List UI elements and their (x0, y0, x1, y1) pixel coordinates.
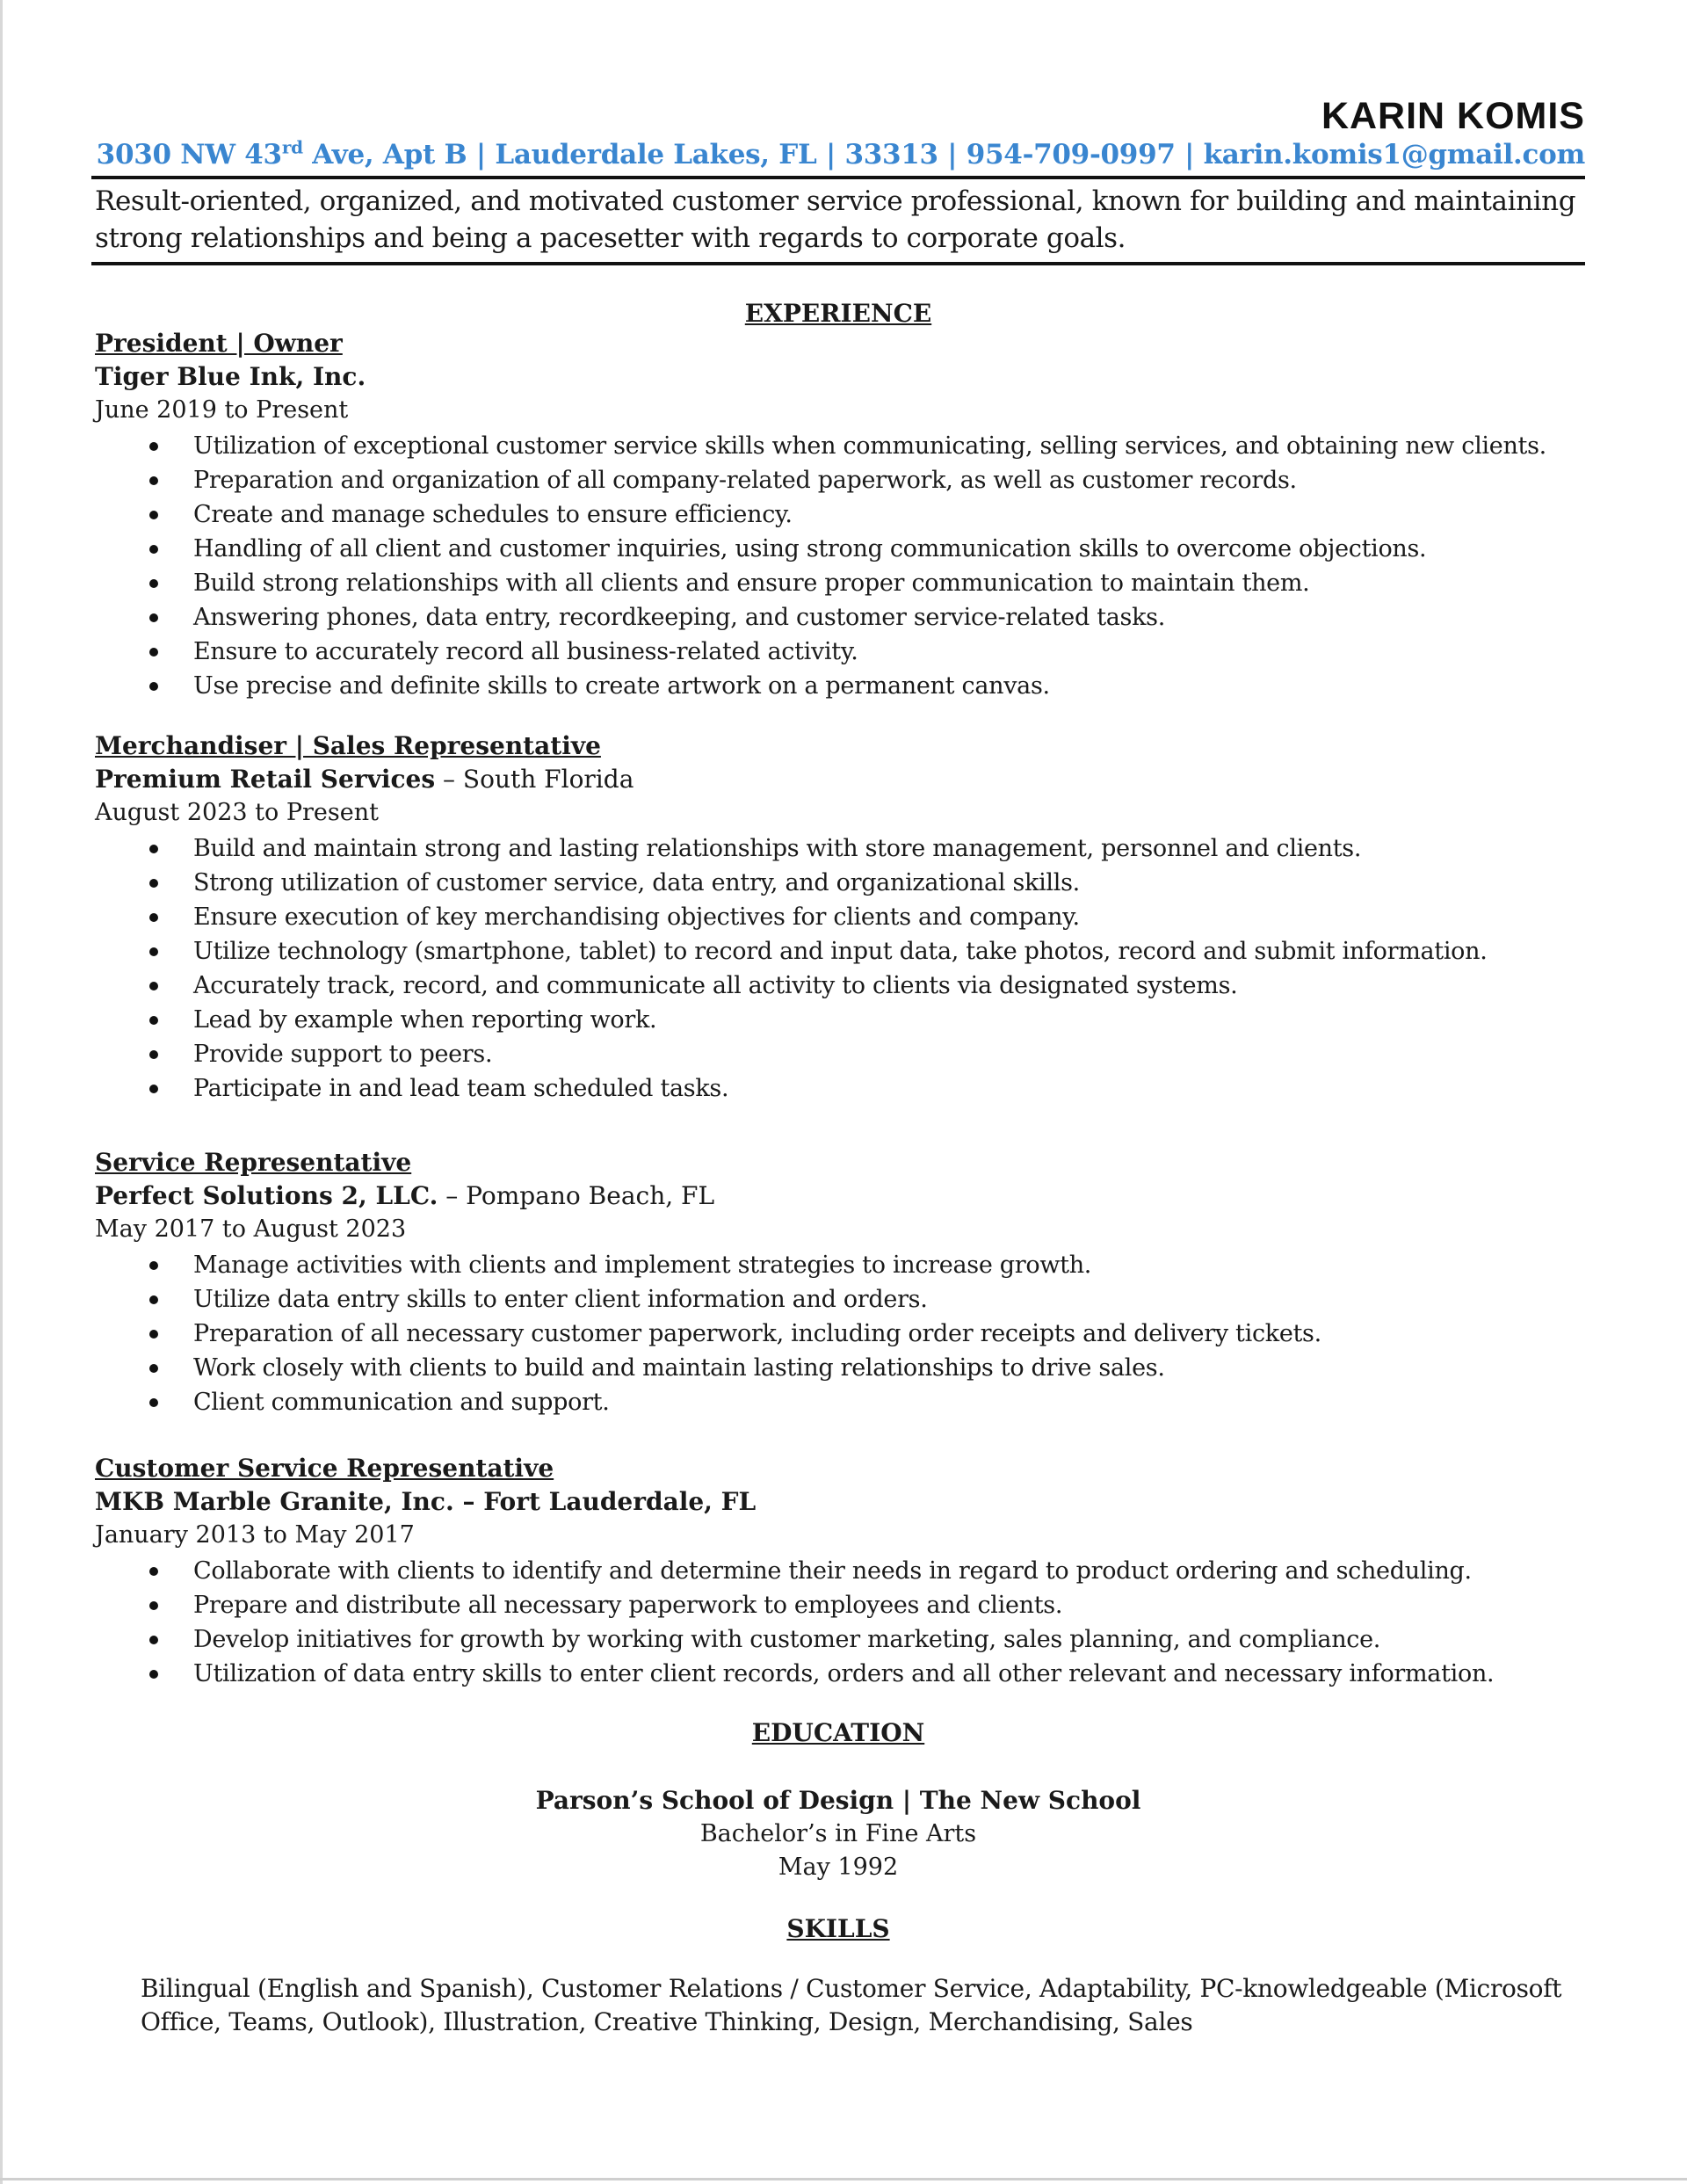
bullet-icon (149, 442, 158, 451)
job-company (95, 763, 1571, 796)
company-name: MKB Marble Granite, Inc. – Fort Lauderdale, FL (95, 1487, 757, 1516)
duty-item (95, 635, 1571, 669)
duty-text: Ensure execution of key merchandising objectives for clients and company. (193, 903, 1080, 931)
bullet-icon (149, 476, 158, 485)
duty-item (95, 1588, 1571, 1622)
bullet-icon (149, 1261, 158, 1270)
duty-item (95, 1003, 1571, 1037)
company-location: – South Florida (435, 765, 634, 794)
job-dates: August 2023 to Present (95, 799, 379, 826)
company-name: Premium Retail Services (95, 765, 436, 794)
resume-page (91, 0, 1585, 2184)
summary-line: strong relationships and being a pacesetter with regards to corporate goals. (95, 222, 1126, 254)
duty-item (95, 1071, 1571, 1106)
bullet-icon (149, 1636, 158, 1644)
bullet-icon (149, 1085, 158, 1093)
bullet-icon (149, 879, 158, 888)
bullet-icon (149, 682, 158, 691)
duty-text: Lead by example when reporting work. (193, 1006, 657, 1034)
duty-item (95, 497, 1571, 532)
duty-item (95, 1657, 1571, 1691)
duty-text: Utilization of data entry skills to enter client records, orders and all other relevant and necessary information. (193, 1660, 1495, 1687)
job-entry (95, 1452, 1571, 1691)
job-entry (95, 729, 1571, 1106)
duty-text: Manage activities with clients and implement strategies to increase growth. (193, 1252, 1092, 1279)
job-duties (95, 1554, 1571, 1691)
graduation-date: May 1992 (778, 1854, 899, 1881)
bullet-icon (149, 1016, 158, 1025)
job-duties (95, 429, 1571, 703)
bullet-icon (149, 913, 158, 922)
job-duties (95, 1248, 1571, 1419)
degree: Bachelor’s in Fine Arts (699, 1820, 977, 1847)
duty-text: Build strong relationships with all clients and ensure proper communication to maintain them. (193, 570, 1310, 597)
bullet-icon (149, 845, 158, 853)
skills-text: Bilingual (English and Spanish), Customer Relations / Customer Service, Adaptability, PC-knowledgeable (Microsoft Office, Teams, Outlook), Illustration, Creative Thinking, Design, Merchandising, Sales (141, 1974, 1562, 2036)
duty-text: Develop initiatives for growth by working with customer marketing, sales planning, and compliance. (193, 1626, 1381, 1653)
address-number: 3030 NW 43 (96, 139, 282, 171)
bullet-icon (149, 579, 158, 588)
candidate-name: KARIN KOMIS (1321, 95, 1585, 137)
bullet-icon (149, 1398, 158, 1407)
summary-line: Result-oriented, organized, and motivated customer service professional, known for building and maintaining (95, 185, 1576, 217)
duty-item (95, 1248, 1571, 1282)
duty-item (95, 566, 1571, 600)
duty-text: Prepare and distribute all necessary paperwork to employees and clients. (193, 1592, 1063, 1619)
duty-text: Participate in and lead team scheduled tasks. (193, 1075, 729, 1102)
duty-text: Provide support to peers. (193, 1041, 493, 1068)
job-dates: May 2017 to August 2023 (95, 1215, 407, 1243)
company-name: Perfect Solutions 2, LLC. (95, 1181, 438, 1210)
duty-item (95, 866, 1571, 900)
duty-text: Answering phones, data entry, recordkeeping, and customer service-related tasks. (193, 604, 1166, 631)
duty-text: Preparation of all necessary customer paperwork, including order receipts and delivery tickets. (193, 1320, 1321, 1347)
bullet-icon (149, 1601, 158, 1610)
duty-item (95, 1037, 1571, 1071)
duty-text: Handling of all client and customer inquiries, using strong communication skills to overcome objections. (193, 535, 1427, 562)
skills-heading: SKILLS (786, 1914, 890, 1943)
education-entry (91, 1784, 1585, 1884)
duty-item (95, 831, 1571, 866)
duty-item (95, 969, 1571, 1003)
duty-item (95, 532, 1571, 566)
duty-item (95, 1351, 1571, 1385)
duty-item (95, 429, 1571, 463)
duty-text: Utilize technology (smartphone, tablet) to record and input data, take photos, record and submit information. (193, 938, 1488, 965)
duty-item (95, 934, 1571, 969)
job-company (95, 1179, 1571, 1213)
duty-item (95, 900, 1571, 934)
duty-text: Client communication and support. (193, 1389, 610, 1416)
job-dates: June 2019 to Present (95, 396, 349, 424)
job-title: Service Representative (95, 1148, 412, 1177)
header-divider (91, 176, 1585, 179)
experience-heading: EXPERIENCE (744, 299, 932, 328)
school-name: Parson’s School of Design | The New School (535, 1786, 1141, 1815)
bullet-icon (149, 947, 158, 956)
summary (95, 183, 1580, 257)
duty-item (95, 1554, 1571, 1588)
bullet-icon (149, 511, 158, 519)
bullet-icon (149, 545, 158, 554)
job-duties (95, 831, 1571, 1106)
duty-text: Utilization of exceptional customer service skills when communicating, selling services, and obtaining new clients. (193, 432, 1546, 460)
bullet-icon (149, 648, 158, 657)
bullet-icon (149, 982, 158, 990)
bullet-icon (149, 1295, 158, 1304)
job-title: Customer Service Representative (95, 1454, 554, 1483)
bullet-icon (149, 1050, 158, 1059)
duty-item (95, 669, 1571, 703)
contact-line (96, 136, 1585, 171)
duty-text: Build and maintain strong and lasting relationships with store management, personnel and clients. (193, 835, 1362, 862)
job-company (95, 1485, 1571, 1519)
job-entry (95, 1146, 1571, 1419)
duty-text: Utilize data entry skills to enter client information and orders. (193, 1286, 928, 1313)
duty-text: Accurately track, record, and communicate all activity to clients via designated systems. (193, 972, 1238, 999)
duty-item (95, 1385, 1571, 1419)
summary-divider (91, 262, 1585, 265)
duty-item (95, 1622, 1571, 1657)
duty-text: Ensure to accurately record all business-related activity. (193, 638, 858, 665)
duty-text: Create and manage schedules to ensure efficiency. (193, 501, 793, 528)
scan-edge (0, 0, 3, 2184)
address-rest: Ave, Apt B | Lauderdale Lakes, FL | 33313 | 954-709-0997 | karin.komis1@gmail.com (302, 139, 1585, 171)
duty-text: Use precise and definite skills to create artwork on a permanent canvas. (193, 672, 1050, 700)
duty-item (95, 463, 1571, 497)
job-entry (95, 327, 1571, 703)
job-title: President | Owner (95, 329, 343, 358)
job-title: Merchandiser | Sales Representative (95, 731, 601, 760)
duty-text: Preparation and organization of all company-related paperwork, as well as customer records. (193, 467, 1297, 494)
duty-item (95, 1317, 1571, 1351)
duty-item (95, 600, 1571, 635)
address-ordinal: rd (281, 136, 303, 158)
bullet-icon (149, 613, 158, 622)
duty-text: Strong utilization of customer service, data entry, and organizational skills. (193, 869, 1080, 896)
duty-item (95, 1282, 1571, 1317)
duty-text: Work closely with clients to build and maintain lasting relationships to drive sales. (193, 1354, 1165, 1382)
company-location: – Pompano Beach, FL (438, 1181, 715, 1210)
job-company (95, 360, 1571, 394)
bullet-icon (149, 1567, 158, 1576)
bullet-icon (149, 1670, 158, 1679)
job-dates: January 2013 to May 2017 (95, 1521, 415, 1549)
bullet-icon (149, 1330, 158, 1339)
duty-text: Collaborate with clients to identify and determine their needs in regard to product ordering and scheduling. (193, 1557, 1472, 1585)
education-heading: EDUCATION (751, 1718, 925, 1747)
bullet-icon (149, 1364, 158, 1373)
company-name: Tiger Blue Ink, Inc. (95, 362, 366, 391)
